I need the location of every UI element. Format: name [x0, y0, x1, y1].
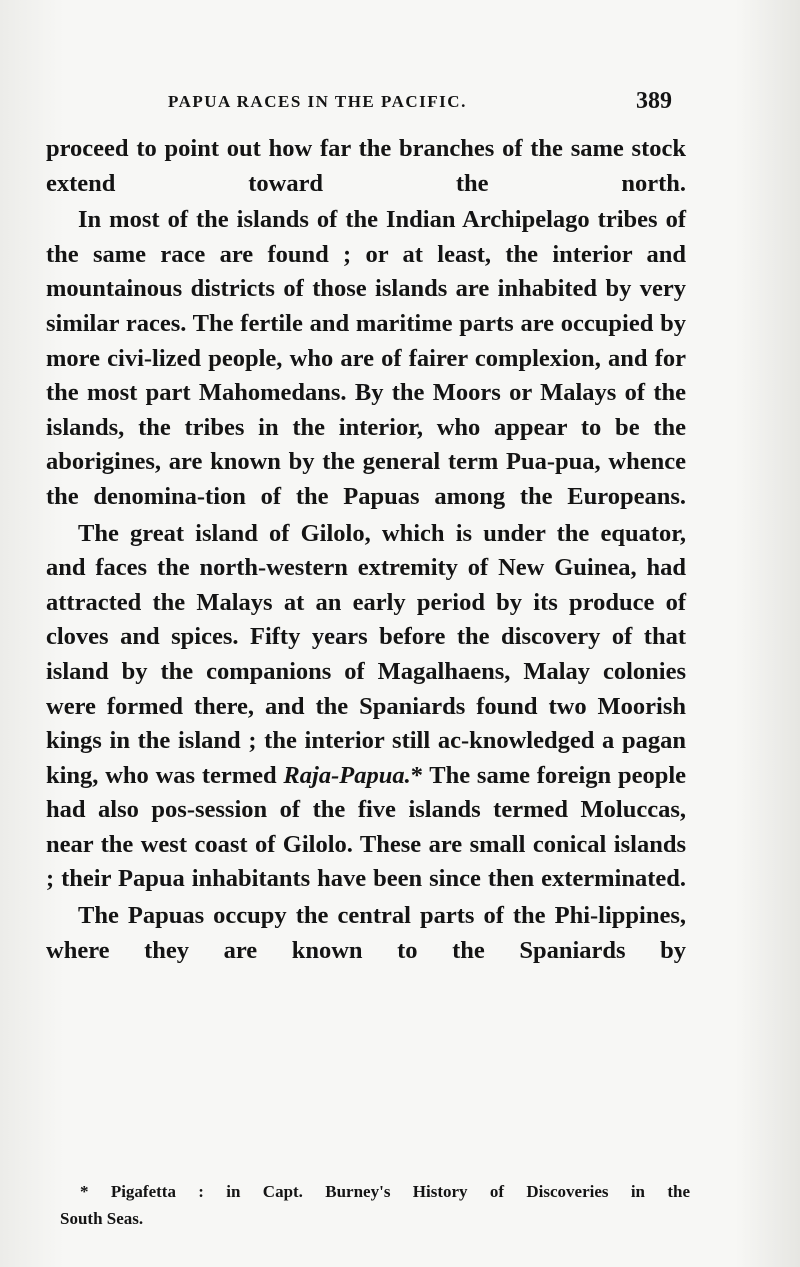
footnote [60, 1178, 690, 1232]
page-number: 389 [636, 88, 672, 114]
paragraph-4: The Papuas occupy the central parts of the Phi-lippines, where they are known to the Spaniards by [46, 902, 686, 964]
paragraph-3-text-after: * The same foreign people had also pos-session of the five islands termed Moluccas, near the west coast of Gilolo. These are small conical islands ; their Papua inhabitants have been since then exterminated. [46, 761, 686, 893]
body-text [46, 132, 686, 968]
paragraph-3-text-before: The great island of Gilolo, which is under the equator, and faces the north-western extremity of New Guinea, had attracted the Malays at an early period by its produce of cloves and spices. Fifty years before the discovery of that island by the companions of Magalhaens, Malay colonies were formed there, and the Spaniards found two Moorish kings in the island ; the interior still ac-knowledged a pagan king, who was termed [46, 519, 686, 789]
paragraph-2: In most of the islands of the Indian Archipelago tribes of the same race are found ; or at least, the interior and mountainous districts of those islands are inhabited by very similar races. The fertile and maritime parts are occupied by more civi-lized people, who are of fairer complexion, and for the most part Mahomedans. By the Moors or Malays of the islands, the tribes in the interior, who appear to be the aborigines, are known by the general term Pua-pua, whence the denomina-tion of the Papuas among the Europeans. [46, 206, 686, 510]
paragraph-3 [46, 517, 686, 898]
running-head: PAPUA RACES IN THE PACIFIC. [168, 92, 467, 111]
page-header [168, 88, 688, 120]
paragraph-1: proceed to point out how far the branches of the same stock extend toward the north. [46, 135, 686, 197]
footnote-line-1: * Pigafetta : in Capt. Burney's History of Discoveries in the [80, 1182, 690, 1201]
raja-papua-italic: Raja-Papua. [283, 761, 411, 789]
footnote-line-2: South Seas. [60, 1209, 144, 1228]
